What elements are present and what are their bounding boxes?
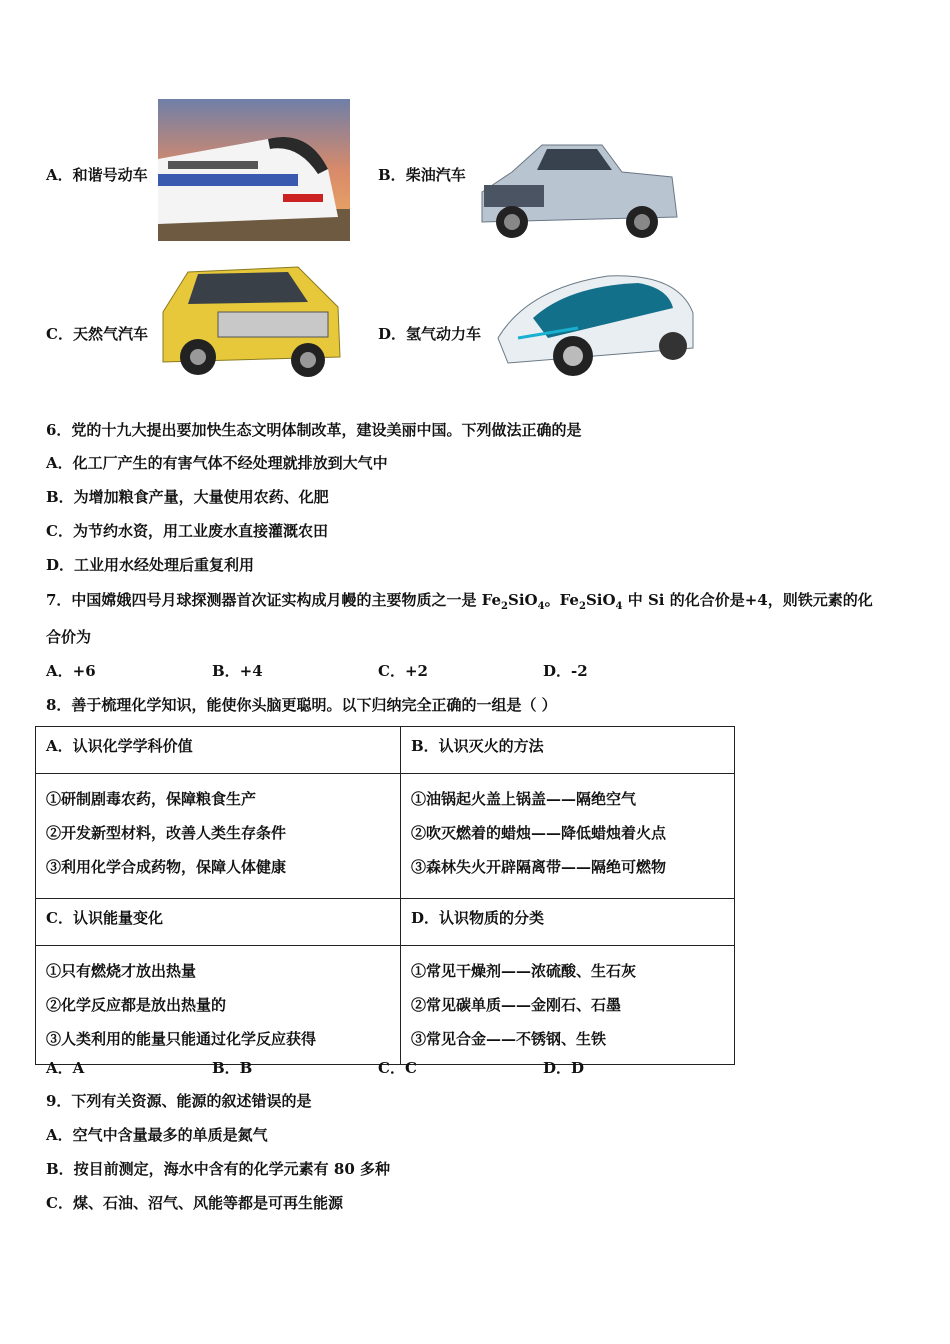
question-8-stem: 8．善于梳理化学知识，能使你头脑更聪明。以下归纳完全正确的一组是（ ）: [46, 696, 557, 714]
question-9-option-c: C．煤、石油、沼气、风能等都是可再生能源: [46, 1194, 343, 1212]
question-9-option-b: B．按目前测定，海水中含有的化学元素有 80 多种: [46, 1160, 390, 1178]
question-6-stem: 6．党的十九大提出要加快生态文明体制改革，建设美丽中国。下列做法正确的是: [46, 421, 582, 439]
question-7-option-d: D．-2: [543, 662, 588, 680]
cell-d-body: ①常见干燥剂——浓硫酸、生石灰 ②常见碳单质——金刚石、石墨 ③常见合金——不锈钢、生铁: [401, 946, 735, 1065]
option-a-label: A．和谐号动车: [46, 166, 148, 184]
question-9-option-a: A．空气中含量最多的单质是氮气: [46, 1126, 268, 1144]
question-6-option-b: B．为增加粮食产量，大量使用农药、化肥: [46, 488, 329, 506]
cell-b-body: ①油锅起火盖上锅盖——隔绝空气 ②吹灭燃着的蜡烛——降低蜡烛着火点 ③森林失火开辟隔离带——隔绝可燃物: [401, 774, 735, 899]
natural-gas-suv-image: [158, 262, 344, 380]
high-speed-train-image: [158, 99, 350, 241]
question-9-stem: 9．下列有关资源、能源的叙述错误的是: [46, 1092, 312, 1110]
option-b-label: B．柴油汽车: [378, 166, 466, 184]
option-c-label: C．天然气汽车: [46, 325, 148, 343]
question-7-stem-line2: 合价为: [46, 628, 92, 646]
question-6-option-d: D．工业用水经处理后重复利用: [46, 556, 255, 574]
hydrogen-concept-car-image: [488, 268, 700, 380]
question-7-stem: 7．中国嫦娥四号月球探测器首次证实构成月幔的主要物质之一是 $Fe_2SiO_4$。$Fe_2SiO_4$ 中 Si 的化合价是+4，则铁元素的化: [46, 591, 873, 612]
cell-b-head: B．认识灭火的方法: [401, 727, 735, 774]
question-8-table: [35, 726, 735, 1065]
question-8-option-d: D．D: [543, 1059, 585, 1077]
question-6-option-a: A．化工厂产生的有害气体不经处理就排放到大气中: [46, 454, 388, 472]
cell-a-body: ①研制剧毒农药，保障粮食生产 ②开发新型材料，改善人类生存条件 ③利用化学合成药物，保障人体健康: [36, 774, 401, 899]
cell-c-head: C．认识能量变化: [36, 899, 401, 946]
diesel-pickup-truck-image: [472, 137, 684, 243]
question-8-option-a: A．A: [46, 1059, 85, 1077]
cell-d-head: D．认识物质的分类: [401, 899, 735, 946]
question-8-option-c: C．C: [378, 1059, 417, 1077]
question-6-option-c: C．为节约水资，用工业废水直接灌溉农田: [46, 522, 328, 540]
cell-c-body: ①只有燃烧才放出热量 ②化学反应都是放出热量的 ③人类利用的能量只能通过化学反应获得: [36, 946, 401, 1065]
question-8-option-b: B．B: [212, 1059, 253, 1077]
question-7-option-a: A．+6: [46, 662, 96, 680]
question-7-option-c: C．+2: [378, 662, 428, 680]
question-7-option-b: B．+4: [212, 662, 263, 680]
cell-a-head: A．认识化学学科价值: [36, 727, 401, 774]
option-d-label: D．氢气动力车: [378, 325, 482, 343]
